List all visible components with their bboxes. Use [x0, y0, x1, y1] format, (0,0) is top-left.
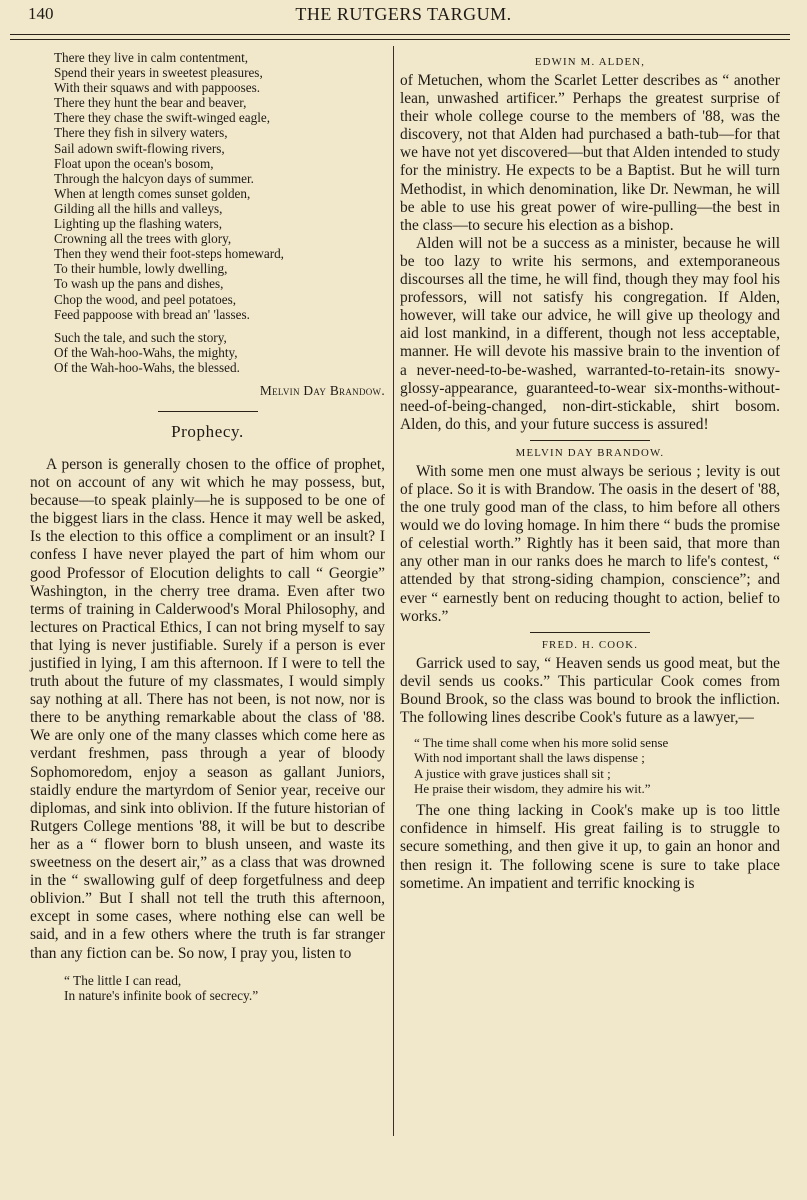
poem-line: Lighting up the flashing waters,	[54, 216, 223, 232]
poem-line: Float upon the ocean's bosom,	[54, 155, 214, 171]
poem-line: There they chase the swift-winged eagle,	[54, 110, 271, 126]
page-number: 140	[28, 4, 54, 23]
right-column	[400, 50, 780, 893]
prophecy-body	[30, 456, 385, 963]
heading-cook: FRED. H. COOK.	[541, 638, 639, 651]
quote-line: “ The little I can read,	[64, 972, 182, 988]
heading-brandow: MELVIN DAY BRANDOW.	[515, 446, 665, 459]
poem-line: Then they wend their foot-steps homeward,	[54, 246, 284, 262]
poem-stanza-2	[54, 330, 385, 375]
quote-line: In nature's infinite book of secrecy.”	[64, 988, 259, 1004]
prophecy-paragraph: A person is generally chosen to the office of prophet, not on account of any wit which he may possess, but, because—to speak plainly—he is supposed to be one of the biggest liars in the class. Hence it may well be asked, Is the election to this office a compliment or an insult? I confess I have never played the part of him whom our good Professor of Elocution delights to call “ Georgie” Washington, in the cherry tree drama. Even after two terms of training in Calderwood's Moral Philosophy, and lectures on Practical Ethics, I can not bring myself to say that lying is never justifiable. Surely if a person is ever justified in lying, I am this afternoon. If I were to tell the truth about the future of my classmates, I would simply say nothing at all. There has not been, is not now, nor is there to be anything remarkable about the class of '88. We are only one of the many classes which come here as verdant freshmen, pass through a year of bloody Sophomoredom, enjoy a season as gallant Juniors, staidly endure the martyrdom of Senior year, receive our diplomas, and sink into oblivion. If the future historian of Rutgers College mentions '88, it will be but to describe her as a “ flower born to blush unseen, and waste its sweetness on the desert air,” as a class that was drowned in the “ swallowing gulf of deep forgetfulness and deep oblivion.” But I shall not tell the truth this afternoon, except in some cases, where nothing else can well be said, and in a few others where the truth is far stranger than any fiction can be. So now, I pray you, listen to	[30, 455, 385, 962]
cook-paragraph-2: The one thing lacking in Cook's make up is too little confidence in himself. His great failing is to struggle to secure something, and then give it up, to gain an honor and then resign it. The following scene is sure to take place sometime. An impatient and terrific knocking is	[400, 802, 780, 892]
poem-line: Such the tale, and such the story,	[54, 329, 227, 345]
poem-line: Gilding all the hills and valleys,	[54, 200, 223, 216]
poem-signature: Melvin Day Brandow.	[259, 382, 385, 398]
cook-section	[400, 655, 780, 727]
cook-quote	[414, 735, 780, 796]
alden-paragraph-2: Alden will not be a success as a minister, because he will be too lazy to write his sermons, and extemporaneous discourses all the time, he will find, though they may fool his professors, will not satisfy his congregation. If Alden, however, will take our advice, he will give up theology and aid lost mankind, in a different, though not less acceptable, manner. He will devote his massive brain to the invention of a never-need-to-be-washed, warranted-to-retain-its snowy-glossy-appearance, guaranteed-to-wear six-months-without-need-of-being-changed, non-dirt-stickable, shirt bosom. Alden, do this, and your future success is assured!	[400, 234, 780, 433]
alden-section	[400, 72, 780, 434]
poem-line: Chop the wood, and peel potatoes,	[54, 291, 237, 307]
column-divider	[393, 46, 394, 1136]
poem-line: Of the Wah-hoo-Wahs, the blessed.	[54, 359, 240, 375]
brandow-section	[400, 463, 780, 626]
cook-section-continued	[400, 802, 780, 892]
poem-line: When at length comes sunset golden,	[54, 185, 251, 201]
poem-line: Spend their years in sweetest pleasures,	[54, 65, 263, 81]
poem-line: There they fish in silvery waters,	[54, 125, 228, 141]
poem-line: There they live in calm contentment,	[54, 50, 249, 65]
poem-line: Crowning all the trees with glory,	[54, 231, 232, 247]
heading-alden: EDWIN M. ALDEN,	[534, 56, 646, 68]
left-column	[30, 50, 385, 1004]
poem-line: There they hunt the bear and beaver,	[54, 95, 247, 111]
running-title: THE RUTGERS TARGUM.	[295, 4, 512, 24]
poem-line: With their squaws and with pappooses.	[54, 80, 261, 96]
closing-quote	[64, 973, 385, 1004]
cook-paragraph-1: Garrick used to say, “ Heaven sends us good meat, but the devil sends us cooks.” This particular Cook comes from Bound Brook, so the class was bound to brook the infliction. The following lines describe Cook's future as a lawyer,—	[400, 654, 780, 726]
poem-stanza-1	[54, 50, 385, 322]
poem-line: Sail adown swift-flowing rivers,	[54, 140, 225, 156]
poem-line: Of the Wah-hoo-Wahs, the mighty,	[54, 344, 238, 360]
poem	[54, 50, 385, 375]
poem-line: To wash up the pans and dishes,	[54, 276, 224, 292]
quote-line: “ The time shall come when his more solid sense	[414, 735, 669, 751]
quote-line: With nod important shall the laws dispense ;	[414, 750, 645, 766]
header-rule	[10, 34, 790, 40]
quote-line: A justice with grave justices shall sit ;	[414, 765, 611, 781]
brandow-paragraph: With some men one must always be serious ; levity is out of place. So it is with Brandow. The oasis in the desert of '88, the one truly good man of the class, to him before all others would we do loving homage. In him there “ buds the promise of celestial worth.” Rightly has it been said, that more than any other man in our ranks does he march to life's contest, “ attended by that strong-siding champion, conscience”; and ever “ earnestly bent on reducing thought to action, belief to works.”	[400, 462, 780, 625]
alden-paragraph-1: of Metuchen, whom the Scarlet Letter describes as “ another lean, unwashed artificer.” Perhaps the greatest surprise of their whole college course to the members of '88, was the discovery, not that Alden had purchased a bath-tub—for that we have not yet discovered—but that Alden intended to study for the ministry. He expects to be a Baptist. But he will turn Methodist, in which denomination, like Dr. Newman, he will be able to use his great power of wire-pulling—the best in the class—to secure his election as a bishop.	[400, 72, 780, 234]
poem-line: Through the halcyon days of summer.	[54, 170, 254, 186]
page-header	[0, 2, 807, 28]
section-title: Prophecy.	[171, 421, 244, 441]
quote-line: He praise their wisdom, they admire his wit.”	[414, 780, 651, 796]
poem-line: To their humble, lowly dwelling,	[54, 261, 228, 277]
poem-line: Feed pappoose with bread an' 'lasses.	[54, 306, 250, 322]
section-rule	[530, 632, 650, 633]
section-rule	[158, 411, 258, 412]
section-rule	[530, 440, 650, 441]
